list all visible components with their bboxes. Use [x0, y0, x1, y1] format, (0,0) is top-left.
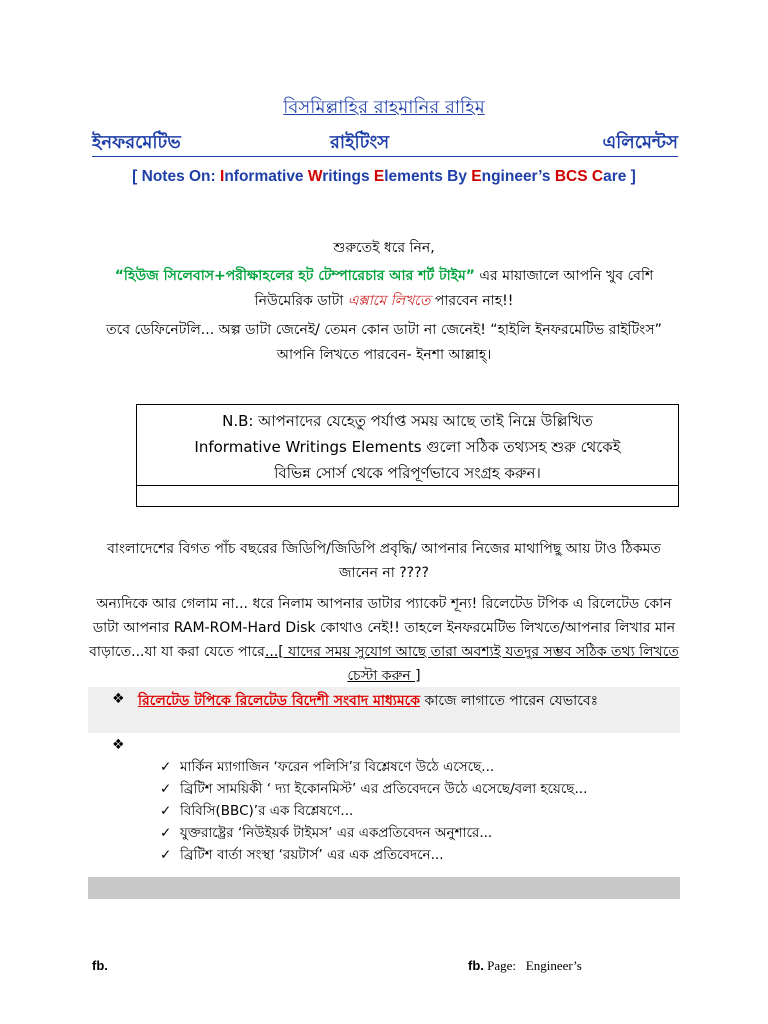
checklist-item: [160, 822, 680, 844]
notes-letter-e: E: [373, 168, 385, 185]
nb-box-divider: [137, 485, 678, 486]
bullet-item-1: [138, 690, 678, 712]
paragraph-1: [88, 264, 680, 314]
checklist-item-text: যুক্তরাষ্ট্রের ‘নিউইয়র্ক টাইমস’ এর একপ্রতিবেদন অনুশারে...: [180, 825, 493, 841]
notes-letter-c: C: [591, 168, 604, 185]
notes-word-engineers: ngineer’s: [481, 168, 555, 185]
nb-line-2: Informative Writings Elements গুলো সঠিক তথ্যসহ শুরু থেকেই: [194, 438, 621, 456]
checklist-item: [160, 800, 680, 822]
para4-underlined: ...[ যাদের সময় সুযোগ আছে তারা অবশ্যই যতদুর সম্ভব সঠিক তথ্য লিখতে চেস্টা করুন ]: [264, 644, 679, 684]
page-title-text: বিসমিল্লাহির রাহমানির রাহিম: [283, 97, 485, 118]
main-heading: [92, 128, 678, 157]
checklist-item-text: ব্রিটিশ সাময়িকী ‘ দ্যা ইকোনমিস্ট’ এর প্রতিবেদনে উঠে এসেছে/বলা হয়েছে...: [180, 781, 588, 797]
check-icon: ✓: [160, 803, 172, 819]
diamond-bullet-icon: ❖: [112, 691, 125, 707]
check-icon: ✓: [160, 781, 172, 797]
nb-note-text: [137, 408, 678, 482]
heading-left: ইনফরমেটিভ: [92, 132, 181, 153]
checklist-item: [160, 844, 680, 866]
paragraph-3: বাংলাদেশের বিগত পাঁচ বছরের জিডিপি/জিডিপি প্রবৃদ্ধি/ আপনার নিজের মাথাপিছু আয় টাও ঠিকমত জানেন না ????: [107, 541, 661, 581]
para1-end: পারবেন নাহ!!: [430, 293, 514, 309]
checklist: [160, 756, 680, 866]
page-title: [0, 93, 768, 124]
notes-word-care: are ]: [603, 168, 636, 185]
check-icon: ✓: [160, 847, 172, 863]
notes-subtitle: [0, 168, 768, 186]
checklist-item-text: ব্রিটিশ বার্তা সংস্থা ‘রয়টার্স’ এর এক প্রতিবেদনে...: [180, 847, 444, 863]
checklist-item-text: মার্কিন ম্যাগাজিন ‘ফরেন পলিসি’র বিশ্লেষণে উঠে এসেছে...: [180, 759, 495, 775]
heading-middle: রাইটিংস: [330, 132, 390, 153]
notes-word-elements: lements By: [384, 168, 472, 185]
checklist-item: [160, 756, 680, 778]
nb-note-box: [136, 404, 679, 507]
para4-text: অন্যদিকে আর গেলাম না... ধরে নিলাম আপনার ডাটার প্যাকেট শূন্য! রিলেটেড টপিক এ রিলেটেড কোন ডাটা আপনার RAM-ROM-Hard Disk কোথাও নেই!! তাহলে ইনফরমেটিভ লিখতে/আপনার লিখার মান বাড়াতে...যা যা করা যেতে পারে: [89, 596, 676, 660]
footer-page-text: Page: Engineer’s: [483, 958, 582, 973]
bullet1-red-phrase: রিলেটেড টপিকে রিলেটেড বিদেশী সংবাদ মাধ্যমকে: [138, 693, 421, 709]
footer-right: [468, 958, 582, 974]
checklist-item: [160, 778, 680, 800]
notes-letter-i: I: [220, 168, 225, 185]
notes-letter-e2: E: [471, 168, 482, 185]
para1-mid: এর মায়াজালে আপনি খুব বেশি নিউমেরিক ডাটা: [254, 268, 654, 309]
grey-divider-bar: [88, 877, 680, 899]
notes-open: [ Notes On:: [132, 168, 220, 185]
notes-word-writings: ritings: [322, 168, 374, 185]
check-icon: ✓: [160, 759, 172, 775]
notes-letter-w: W: [307, 168, 323, 185]
diamond-bullet-icon: ❖: [112, 737, 125, 753]
paragraph-4: [88, 592, 680, 688]
nb-line-1: N.B: আপনাদের যেহেতু পর্যাপ্ত সময় আছে তাই নিম্নে উল্লিখিত: [222, 412, 593, 430]
notes-word-informative: nformative: [224, 168, 308, 185]
nb-line-3: বিভিন্ন সোর্স থেকে পরিপূর্ণভাবে সংগ্রহ করুন।: [274, 464, 541, 482]
checklist-item-text: বিবিসি(BBC)’র এক বিশ্লেষণে...: [180, 803, 354, 819]
footer-fb: fb.: [468, 958, 484, 973]
notes-word-bcs: BCS: [554, 168, 588, 185]
paragraph-2: তবে ডেফিনেটলি... অল্প ডাটা জেনেই/ তেমন কোন ডাটা না জেনেই! “হাইলি ইনফরমেটিভ রাইটিংস” আপনি লিখতে পারবেন- ইনশা আল্লাহ্‌।: [106, 322, 662, 363]
footer-left-fb: fb.: [92, 958, 108, 973]
para1-italic: এক্সামে লিখতে: [347, 293, 431, 309]
para1-green-phrase: “হিউজ সিলেবাস+পরীক্ষাহলের হট টেম্পারেচার আর শর্ট টাইম”: [114, 268, 475, 284]
bullet1-rest: কাজে লাগাতে পারেন যেভাবেঃ: [420, 693, 599, 709]
check-icon: ✓: [160, 825, 172, 841]
intro-line: শুরুতেই ধরে নিন,: [333, 240, 435, 256]
heading-right: এলিমেন্টস: [602, 132, 678, 153]
